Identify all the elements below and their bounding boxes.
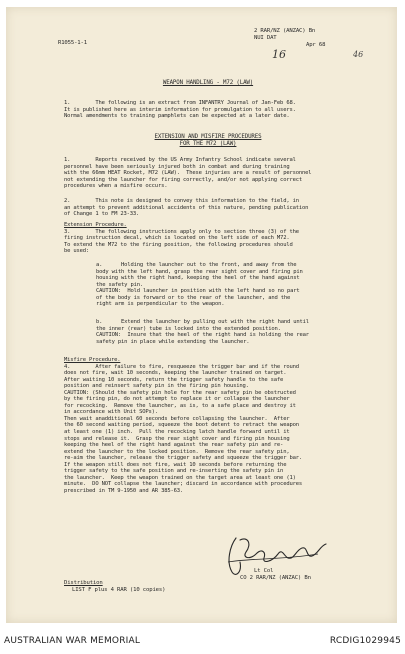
text-line: personnel have been seriously injured both in combat and during training xyxy=(64,163,290,170)
misfire-heading: Misfire Procedure. xyxy=(64,357,121,363)
text-line: for recocking. Remove the launcher, as is, to a safe place and destroy it xyxy=(64,402,296,409)
text-line: Then wait anadditional 60 seconds before collapsing the launcher. After xyxy=(64,415,290,422)
text-line: at least one (1) inch. Pull the recocking latch handle forward until it xyxy=(64,429,290,436)
text-line: To extend the M72 to the firing position, the following procedures should xyxy=(64,241,293,248)
handwritten-date: 16 xyxy=(272,48,286,61)
text-line: re-aim the launcher, release the trigger safety and squeeze the trigger bar. xyxy=(64,455,302,462)
archive-footer xyxy=(0,630,405,654)
text-line: safety pin in place while extending the launcher. xyxy=(96,338,250,345)
paragraph-1 xyxy=(64,157,386,190)
unit-header xyxy=(254,28,374,49)
signature-title: CO 2 RAR/NZ (ANZAC) Bn xyxy=(240,575,311,581)
extension-heading: Extension Procedure. xyxy=(64,222,127,228)
text-line: right arm is perpendicular to the weapon. xyxy=(96,301,225,308)
text-line: 4. After failure to fire, resqueeze the trigger bar and if the round xyxy=(64,363,299,370)
text-line: the 60 second waiting period, squeeze the boot detent to retract the weapon xyxy=(64,422,299,429)
section-subtitle: FOR THE M72 (LAW) xyxy=(179,141,237,147)
paragraph-4 xyxy=(64,357,386,494)
handwritten-folio: 46 xyxy=(353,50,364,59)
text-line: of Change 1 to FM 23-33. xyxy=(64,211,140,218)
text-line: a. Holding the launcher out to the front, and away from the xyxy=(96,262,297,268)
section-title: EXTENSION AND MISFIRE PROCEDURES xyxy=(154,134,262,140)
text-line: does not fire, wait 10 seconds, keeping the launcher trained on target. xyxy=(64,370,287,377)
text-line: not extending the launcher for firing correctly, and/or not applying correct xyxy=(64,176,302,183)
text-line: the inner (rear) tube is locked into the extended position. xyxy=(96,325,281,332)
text-line: keeping the heel of the right hand against the rear safety pin and re- xyxy=(64,442,284,449)
unit-name: 2 RAR/NZ (ANZAC) Bn xyxy=(254,28,316,34)
text-line: by the firing pin, do not attempt to replace it or collapse the launcher xyxy=(64,396,290,403)
distribution-heading: Distribution xyxy=(64,580,103,586)
archive-name: AUSTRALIAN WAR MEMORIAL xyxy=(4,636,141,646)
text-line: extend the launcher to the locked position. Remove the rear safety pin, xyxy=(64,448,290,455)
text-line: 1. The following is an extract from INFANTRY Journal of Jan-Feb 68. xyxy=(64,100,296,106)
paragraph-3 xyxy=(64,222,386,255)
paragraph-3a xyxy=(96,262,386,308)
text-line: CAUTION: Hold launcher in position with the left hand so no part xyxy=(96,288,300,295)
date-line: Apr 68 xyxy=(306,41,326,48)
distribution-list: LIST F plus 4 RAR (10 copies) xyxy=(72,587,166,593)
text-line: 3. The following instructions apply only to section three (3) of the xyxy=(64,228,299,235)
document-title: WEAPON HANDLING - M72 (LAW) xyxy=(162,80,254,86)
text-line: Normal amendments to training pamphlets can be expected at a later date. xyxy=(64,113,290,120)
text-line: housing with the right hand, keeping the heel of the hand against xyxy=(96,275,300,282)
handwritten-signature xyxy=(222,532,332,580)
signature-rank: Lt Col xyxy=(254,568,274,574)
text-line: stops and release it. Grasp the rear sight cover and firing pin housing xyxy=(64,435,290,442)
text-line: with the 66mm HEAT Rocket, M72 (LAW). These injuries are a result of personnel xyxy=(64,170,312,177)
text-line: minute. DO NOT collapse the launcher; discard in accordance with procedures xyxy=(64,481,302,488)
text-line: If the weapon still does not fire, wait 10 seconds before returning the xyxy=(64,461,287,468)
text-line: be used: xyxy=(64,248,90,255)
text-line: trigger safety to the safe position and re-inserting the safety pin in xyxy=(64,468,284,475)
text-line: After waiting 10 seconds, return the trigger safety handle to the safe xyxy=(64,376,284,383)
text-line: prescribed in TM 9-1950 and AR 385-63. xyxy=(64,487,183,494)
paragraph-intro xyxy=(64,100,386,120)
text-line: 2. This note is designed to convey this information to the field, in xyxy=(64,198,299,204)
text-line: body with the left hand, grasp the rear sight cover and firing pin xyxy=(96,268,303,275)
archive-id: RCDIG1029945 xyxy=(329,636,401,646)
text-line: CAUTION: Insure that the heel of the right hand is holding the rear xyxy=(96,332,309,339)
text-line: in accordance with Unit SOPs). xyxy=(64,409,158,416)
text-line: of the body is forward or to the rear of the launcher, and the xyxy=(96,294,291,301)
text-line: the safety pin. xyxy=(96,281,143,288)
text-line: position and reinsert safety pin in the firing pin housing. xyxy=(64,383,249,390)
text-line: CAUTION: (Should the safety pin hole for the rear safety pin be obstructed xyxy=(64,389,296,396)
paragraph-3b xyxy=(96,319,386,345)
paragraph-2 xyxy=(64,198,386,218)
text-line: an attempt to prevent additional accidents of this nature, pending publication xyxy=(64,204,309,211)
text-line: 1. Reports received by the US Army Infantry School indicate several xyxy=(64,157,296,163)
text-line: b. Extend the launcher by pulling out with the right hand until xyxy=(96,319,309,325)
text-line: procedures when a misfire occurs. xyxy=(64,183,168,190)
text-line: firing instruction decal, which is located on the left side of each M72. xyxy=(64,235,290,242)
location: NUI DAT xyxy=(254,34,277,41)
text-line: the launcher. Keep the weapon trained on the target area at least one (1) xyxy=(64,474,296,481)
file-reference: R1055-1-1 xyxy=(58,40,87,46)
text-line: It is published here as interim information for promulgation to all users. xyxy=(64,106,296,113)
